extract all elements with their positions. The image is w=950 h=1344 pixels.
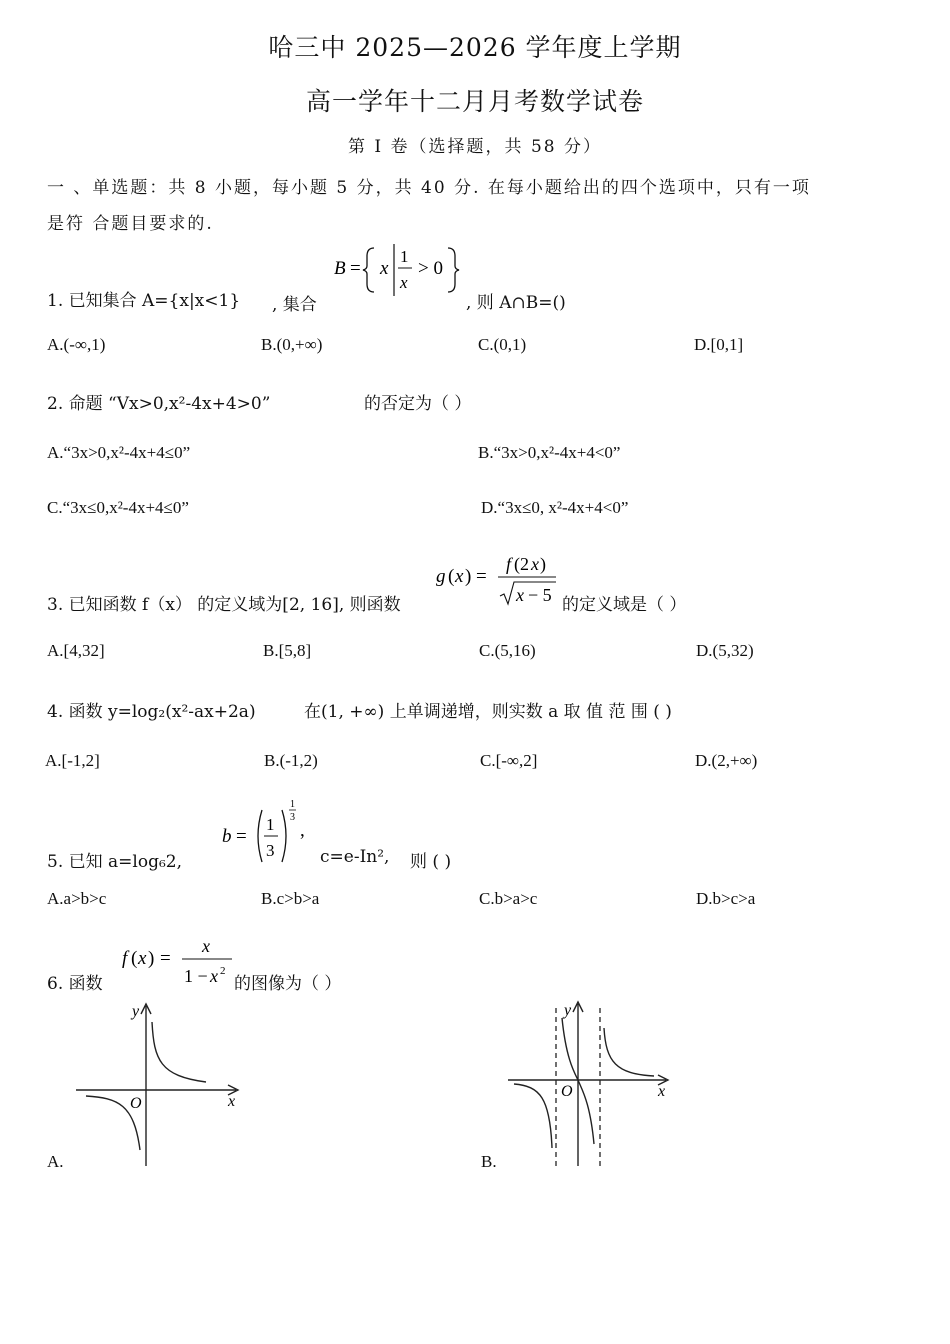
q4-option-c: C.[-∞,2] — [480, 751, 538, 770]
q4-option-d: D.(2,+∞) — [695, 751, 758, 770]
svg-text:(: ( — [448, 566, 455, 587]
q6-stem-a: 6. 函数 — [47, 974, 103, 994]
graph-b-x-label: x — [658, 1083, 666, 1100]
svg-text:=: = — [350, 258, 361, 279]
instructions-line-2: 是符 合题目要求的. — [47, 214, 214, 234]
svg-text:x: x — [202, 936, 210, 956]
q1-stem-a: 1. 已知集合 A={x|x<1} — [47, 291, 241, 311]
svg-text:> 0: > 0 — [418, 258, 443, 279]
svg-text:2: 2 — [220, 965, 226, 977]
svg-text:): ) — [148, 948, 155, 969]
q2-option-d: D.“3x≤0, x²-4x+4<0” — [481, 498, 629, 517]
svg-text:1: 1 — [290, 799, 295, 810]
svg-text:x: x — [516, 585, 524, 605]
q6-option-b: B. — [481, 1152, 497, 1171]
q2-stem-a: 2. 命题 “Vx>0,x²-4x+4>0” — [47, 394, 271, 414]
q6-option-a: A. — [47, 1152, 64, 1171]
svg-text:=: = — [236, 826, 247, 847]
svg-text:3: 3 — [290, 812, 295, 823]
exam-title: 哈三中 2025—2026 学年度上学期 — [268, 33, 682, 62]
q1-stem-b: , 集合 — [272, 295, 317, 315]
svg-text:3: 3 — [266, 841, 275, 860]
q1-option-b: B.(0,+∞) — [261, 335, 323, 354]
graph-a-y-label: y — [132, 1003, 140, 1020]
q5-stem-b: c=e-In², — [320, 847, 390, 867]
q3-option-c: C.(5,16) — [479, 641, 536, 660]
q2-option-b: B.“3x>0,x²-4x+4<0” — [478, 443, 621, 462]
q5-option-b: B.c>b>a — [261, 889, 320, 908]
exam-subtitle: 高一学年十二月月考数学试卷 — [305, 87, 644, 116]
q3-stem-a: 3. 已知函数 f（x） 的定义域为[2, 16], 则函数 — [47, 595, 401, 615]
svg-text:): ) — [465, 566, 472, 587]
q1-set-b-formula — [330, 238, 460, 302]
q2-option-c: C.“3x≤0,x²-4x+4≤0” — [47, 498, 189, 517]
svg-text:(2: (2 — [514, 554, 529, 574]
q4-option-b: B.(-1,2) — [264, 751, 318, 770]
q5-option-d: D.b>c>a — [696, 889, 756, 908]
svg-text:b: b — [222, 826, 232, 847]
q3-option-a: A.[4,32] — [47, 641, 105, 660]
q5-stem-a: 5. 已知 a=log₆2, — [47, 852, 182, 872]
q1-option-a: A.(-∞,1) — [47, 335, 106, 354]
svg-text:1: 1 — [266, 815, 275, 834]
svg-text:=: = — [476, 566, 487, 587]
q5-option-c: C.b>a>c — [479, 889, 538, 908]
q5-stem-c: 则 ( ) — [410, 852, 452, 872]
q6-f-formula — [120, 932, 234, 992]
graph-b-origin-label: O — [561, 1083, 573, 1100]
graph-b-curve-left — [514, 1084, 552, 1148]
instructions-line-1: 一 、单选题：共 8 小题，每小题 5 分，共 40 分. 在每小题给出的四个选项中，只有一项 — [47, 178, 811, 198]
graph-b-curve-right — [604, 1028, 654, 1076]
q4-option-a: A.[-1,2] — [45, 751, 100, 770]
svg-text:g: g — [436, 566, 446, 587]
svg-text:1 −: 1 − — [184, 966, 208, 986]
svg-text:x: x — [455, 566, 464, 587]
graph-a-origin-label: O — [130, 1095, 142, 1112]
q5-option-a: A.a>b>c — [47, 889, 107, 908]
q1-stem-c: , 则 A∩B=() — [466, 293, 566, 313]
svg-text:B: B — [334, 258, 346, 279]
svg-text:=: = — [160, 948, 171, 969]
q3-g-formula — [434, 546, 560, 612]
svg-text:x: x — [380, 258, 389, 279]
q6-graph-b — [500, 998, 680, 1170]
svg-text:f: f — [122, 948, 128, 969]
q6-stem-b: 的图像为（ ） — [234, 974, 342, 994]
svg-text:− 5: − 5 — [528, 585, 552, 605]
q2-option-a: A.“3x>0,x²-4x+4≤0” — [47, 443, 191, 462]
section-heading: 第 I 卷（选择题，共 58 分） — [348, 137, 602, 157]
q5-b-formula — [218, 796, 318, 868]
q1-option-d: D.[0,1] — [694, 335, 744, 354]
svg-text:x: x — [400, 273, 408, 292]
graph-a-curve-right — [152, 1022, 206, 1082]
graph-a-x-label: x — [228, 1093, 236, 1110]
q3-option-d: D.(5,32) — [696, 641, 754, 660]
q6-graph-a — [70, 1000, 250, 1172]
svg-text:,: , — [300, 820, 305, 841]
svg-text:1: 1 — [400, 247, 409, 266]
svg-text:x: x — [210, 966, 218, 986]
svg-text:): ) — [540, 554, 546, 574]
q3-stem-b: 的定义域是（ ） — [562, 595, 687, 615]
q4-stem-a: 4. 函数 y=log₂(x²-ax+2a) — [47, 702, 256, 722]
q4-stem-b: 在(1, +∞) 上单调递增，则实数 a 取 值 范 围 ( ) — [304, 702, 672, 722]
svg-text:(: ( — [131, 948, 138, 969]
graph-b-y-label: y — [564, 1002, 572, 1019]
svg-text:x: x — [138, 948, 147, 969]
q1-option-c: C.(0,1) — [478, 335, 527, 354]
q2-stem-b: 的否定为（ ） — [364, 394, 472, 414]
svg-text:f: f — [506, 554, 512, 574]
q3-option-b: B.[5,8] — [263, 641, 312, 660]
svg-text:x: x — [531, 554, 539, 574]
